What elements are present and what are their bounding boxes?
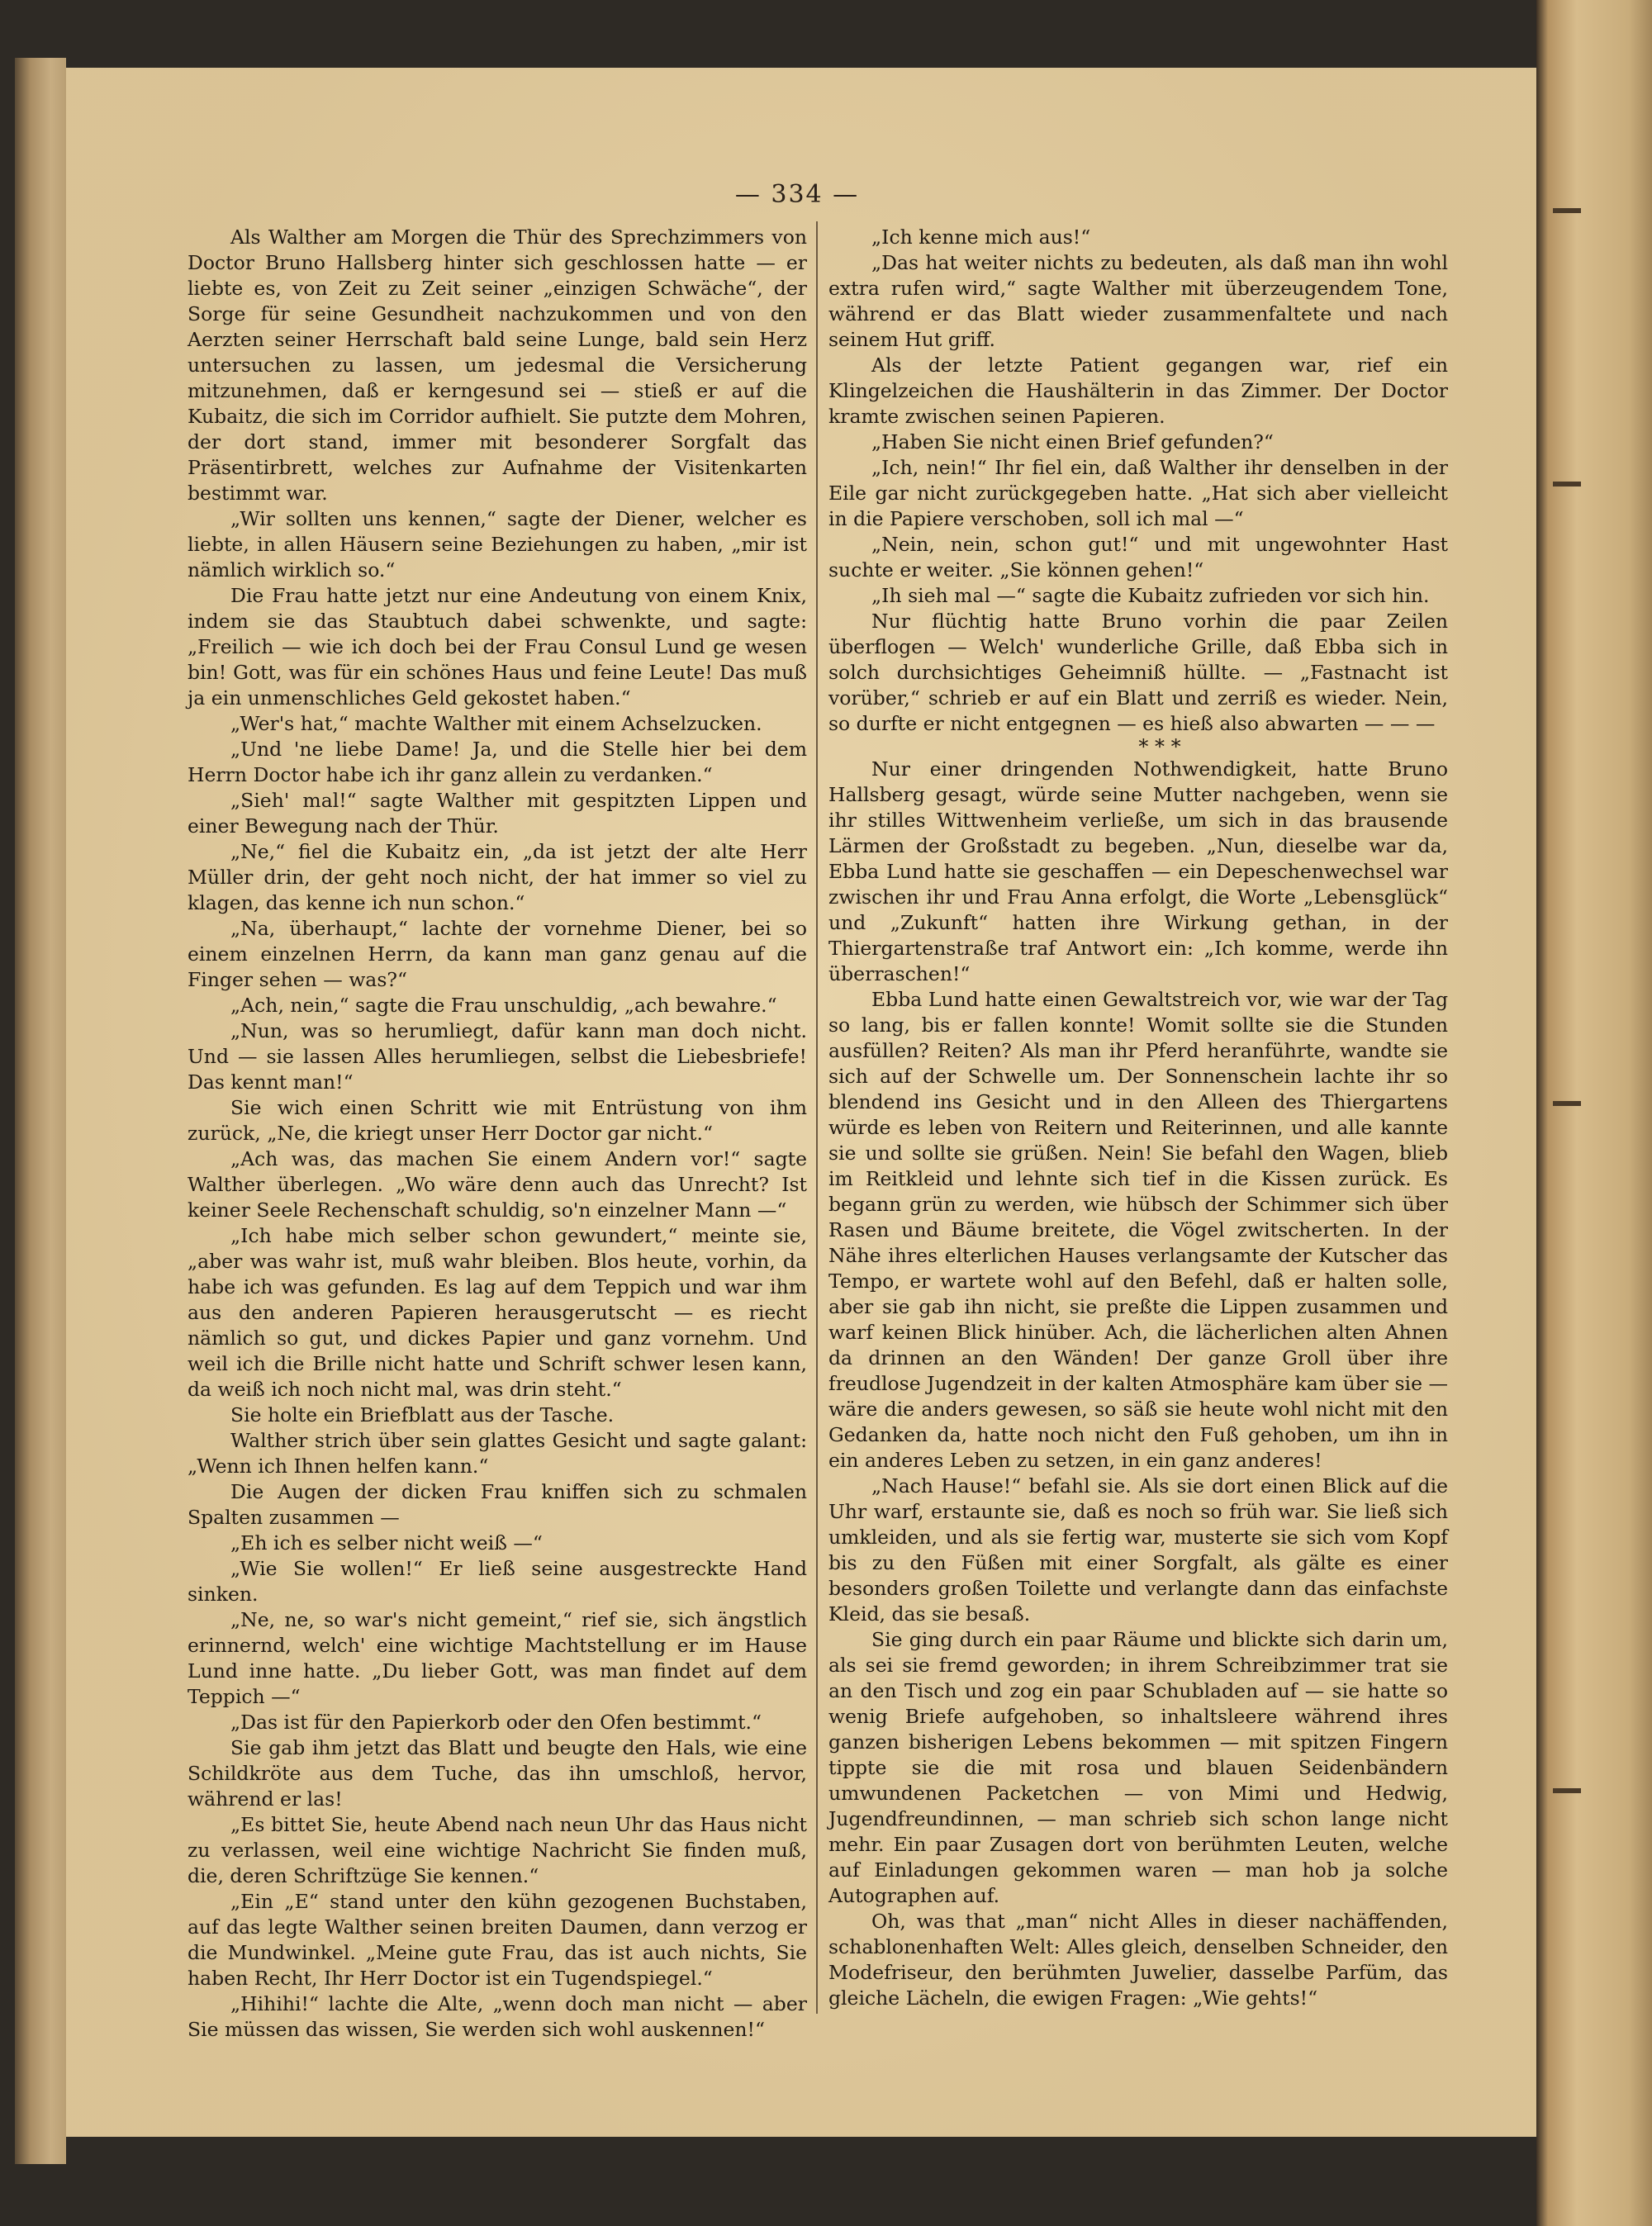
paragraph: „Ich kenne mich aus!“ — [871, 225, 1091, 249]
paragraph: Nur flüchtig hatte Bruno vorhin die paar Zeilen überflogen — Welch' wunderliche Grille, daß Ebba sich in solch durchsichtiges Geheimniß hüllte. — „Fastnacht ist vorüber,“ schrieb er auf ein Blatt und zerriß es wieder. Nein, so durfte er nicht entgegnen — es hieß also abwarten — — — — [828, 610, 1448, 735]
paragraph: „Sieh' mal!“ sagte Walther mit gespitzten Lippen und einer Bewegung nach der Thür. — [188, 789, 807, 838]
binding-tab — [1553, 1101, 1581, 1106]
paragraph: „Ein „E“ stand unter den kühn gezogenen Buchstaben, auf das legte Walther seinen breiten Daumen, dann verzog er die Mundwinkel. „Meine gute Frau, das ist auch nichts, Sie haben Recht, Ihr Herr Doctor ist ein Tugendspiegel.“ — [188, 1890, 807, 1990]
page-number: — 334 — — [734, 180, 860, 209]
binding-tab — [1553, 482, 1581, 486]
paragraph: „Ne, ne, so war's nicht gemeint,“ rief sie, sich ängstlich erinnernd, welch' eine wichtige Machtstellung er im Hause Lund inne hatte. „Du lieber Gott, was man findet auf dem Teppich —“ — [188, 1608, 807, 1708]
paragraph: „Eh ich es selber nicht weiß —“ — [230, 1531, 543, 1554]
paragraph: Sie holte ein Briefblatt aus der Tasche. — [230, 1403, 615, 1426]
paragraph: Die Frau hatte jetzt nur eine Andeutung von einem Knix, indem sie das Staubtuch dabei schwenkte, und sagte: „Freilich — wie ich doch bei der Frau Consul Lund ge wesen bin! Gott, was für ein schönes Haus und feine Leute! Das muß ja ein unmenschliches Geld gekostet haben.“ — [188, 584, 807, 710]
right-column — [828, 225, 1448, 2011]
paragraph: „Das ist für den Papierkorb oder den Ofen bestimmt.“ — [230, 1711, 762, 1734]
paragraph: „Haben Sie nicht einen Brief gefunden?“ — [871, 430, 1274, 453]
binding-tab — [1553, 208, 1581, 213]
paragraph: Als der letzte Patient gegangen war, rief ein Klingelzeichen die Haushälterin in das Zimmer. Der Doctor kramte zwischen seinen Papieren. — [828, 354, 1448, 428]
paragraph: „Wir sollten uns kennen,“ sagte der Diener, welcher es liebte, in allen Häusern seine Beziehungen zu haben, „mir ist nämlich wirklich so.“ — [188, 507, 807, 581]
paragraph: „Nach Hause!“ befahl sie. Als sie dort einen Blick auf die Uhr warf, erstaunte sie, daß es noch so früh war. Sie ließ sich umkleiden, und als sie fertig war, musterte sie sich vom Kopf bis zu den Füßen mit einer Sorgfalt, als gälte es einer besonders großen Toilette und verlangte dann das einfachste Kleid, das sie besaß. — [828, 1474, 1448, 1626]
paragraph: „Nun, was so herumliegt, dafür kann man doch nicht. Und — sie lassen Alles herumliegen, selbst die Liebesbriefe! Das kennt man!“ — [188, 1019, 807, 1094]
paragraph: „Das hat weiter nichts zu bedeuten, als daß man ihn wohl extra rufen wird,“ sagte Walther mit überzeugendem Tone, während er das Blatt wieder zusammenfaltete und nach seinem Hut griff. — [828, 251, 1448, 351]
paragraph: „Nein, nein, schon gut!“ und mit ungewohnter Hast suchte er weiter. „Sie können gehen!“ — [828, 533, 1448, 581]
paragraph: „Hihihi!“ lachte die Alte, „wenn doch man nicht — aber Sie müssen das wissen, Sie werden sich wohl auskennen!“ — [188, 1992, 807, 2041]
paragraph: Sie wich einen Schritt wie mit Entrüstung von ihm zurück, „Ne, die kriegt unser Herr Doctor gar nicht.“ — [188, 1096, 807, 1145]
paragraph: „Und 'ne liebe Dame! Ja, und die Stelle hier bei dem Herrn Doctor habe ich ihr ganz allein zu verdanken.“ — [188, 738, 807, 786]
paragraph: Oh, was that „man“ nicht Alles in dieser nachäffenden, schablonenhaften Welt: Alles gleich, denselben Schneider, den Modefriseur, den berühmten Juwelier, dasselbe Parfüm, das gleiche Lächeln, die ewigen Fragen: „Wie gehts!“ — [828, 1910, 1448, 2010]
paragraph: Ebba Lund hatte einen Gewaltstreich vor, wie war der Tag so lang, bis er fallen konnte! Womit sollte sie die Stunden ausfüllen? Reiten? Als man ihr Pferd heranführte, wandte sie sich auf der Schwelle um. Der Sonnenschein lachte ihr so blendend ins Gesicht und in den Alleen des Thiergartens würde es leben von Reitern und Reiterinnen, und alle kannte sie und sollte sie grüßen. Nein! Sie befahl den Wagen, blieb im Reitkleid und lehnte sich tief in die Kissen zurück. Es begann grün zu werden, wie hübsch der Schimmer sich über Rasen und Bäume breitete, die Vögel zwitscherten. In der Nähe ihres elterlichen Hauses verlangsamte der Kutscher das Tempo, er wartete wohl auf den Befehl, daß er halten solle, aber sie gab ihn nicht, sie preßte die Lippen zusammen und warf keinen Blick hinüber. Ach, die lächerlichen alten Ahnen da drinnen an den Wänden! Der ganze Groll über ihre freudlose Jugendzeit in der kalten Atmosphäre kam über sie — wäre die anders gewesen, so säß sie heute wohl nicht mit den Gedanken da, hatte noch nicht den Fuß gehoben, um ihn in ein anderes Leben zu setzen, in ein ganz anderes! — [828, 988, 1448, 1472]
paragraph: Die Augen der dicken Frau kniffen sich zu schmalen Spalten zusammen — — [188, 1480, 807, 1529]
paragraph: „Na, überhaupt,“ lachte der vornehme Diener, bei so einem einzelnen Herrn, da kann man ganz genau auf die Finger sehen — was?“ — [188, 917, 807, 991]
paragraph: Sie ging durch ein paar Räume und blickte sich darin um, als sei sie fremd geworden; in ihrem Schreibzimmer trat sie an den Tisch und zog ein paar Schubladen auf — sie hatte so wenig Briefe aufgehoben, so inhaltsleere während ihres ganzen bisherigen Lebens bekommen — mit spitzen Fingern tippte sie die mit rosa und blauen Seidenbändern umwundenen Packetchen — von Mimi und Hedwig, Jugendfreundinnen, — man schrieb sich schon lange nicht mehr. Ein paar Zusagen dort von berühmten Leuten, welche auf Einladungen gekommen waren — man hob ja solche Autographen auf. — [828, 1628, 1448, 1907]
paragraph: „Ich habe mich selber schon gewundert,“ meinte sie, „aber was wahr ist, muß wahr bleiben. Blos heute, vorhin, da habe ich was gefunden. Es lag auf dem Teppich und war ihm aus den anderen Papieren herausgerutscht — es riecht nämlich so gut, und dickes Papier und ganz vornehm. Und weil ich die Brille nicht hatte und Schrift schwer lesen kann, da weiß ich noch nicht mal, was drin steht.“ — [188, 1224, 807, 1401]
paragraph: „Ne,“ fiel die Kubaitz ein, „da ist jetzt der alte Herr Müller drin, der geht noch nicht, der hat immer so viel zu klagen, das kenne ich nun schon.“ — [188, 840, 807, 914]
book-spine — [1536, 0, 1652, 2226]
paragraph: „Es bittet Sie, heute Abend nach neun Uhr das Haus nicht zu verlassen, weil eine wichtige Nachricht Sie finden muß, die, deren Schriftzüge Sie kennen.“ — [188, 1813, 807, 1887]
paragraph: „Ach, nein,“ sagte die Frau unschuldig, „ach bewahre.“ — [230, 994, 777, 1017]
binding-tab — [1553, 1788, 1581, 1793]
book-page-edges — [15, 58, 66, 2164]
left-column — [188, 225, 807, 2043]
paragraph: Walther strich über sein glattes Gesicht und sagte galant: „Wenn ich Ihnen helfen kann.“ — [188, 1429, 807, 1478]
paragraph: „Ich, nein!“ Ihr fiel ein, daß Walther ihr denselben in der Eile gar nicht zurückgegeben hatte. „Hat sich aber vielleicht in die Papiere verschoben, soll ich mal —“ — [828, 456, 1448, 530]
paragraph: Sie gab ihm jetzt das Blatt und beugte den Hals, wie eine Schildkröte aus dem Tuche, das ihn umschloß, hervor, während er las! — [188, 1736, 807, 1811]
paragraph: „Ih sieh mal —“ sagte die Kubaitz zufrieden vor sich hin. — [871, 584, 1430, 607]
paragraph: „Wer's hat,“ machte Walther mit einem Achselzucken. — [230, 712, 762, 735]
paragraph: Als Walther am Morgen die Thür des Sprechzimmers von Doctor Bruno Hallsberg hinter sich geschlossen hatte — er liebte es, von Zeit zu Zeit seiner „einzigen Schwäche“, der Sorge für seine Gesundheit nachzukommen und von den Aerzten seiner Herrschaft bald seine Lunge, bald sein Herz untersuchen zu lassen, um jedesmal die Versicherung mitzunehmen, daß er kerngesund sei — stieß er auf die Kubaitz, die sich im Corridor aufhielt. Sie putzte dem Mohren, der dort stand, immer mit besonderer Sorgfalt das Präsentirbrett, welches zur Aufnahme der Visitenkarten bestimmt war. — [188, 225, 807, 505]
column-divider — [816, 221, 818, 2014]
paragraph: „Wie Sie wollen!“ Er ließ seine ausgestreckte Hand sinken. — [188, 1557, 807, 1606]
paragraph: Nur einer dringenden Nothwendigkeit, hatte Bruno Hallsberg gesagt, würde seine Mutter nachgeben, wenn sie ihr stilles Wittwenheim verließe, um sich in das brausende Lärmen der Großstadt zu begeben. „Nun, dieselbe war da, Ebba Lund hatte sie geschaffen — ein Depeschenwechsel war zwischen ihr und Frau Anna erfolgt, die Worte „Lebensglück“ und „Zukunft“ hatten ihre Wirkung gethan, in der Thiergartenstraße traf Antwort ein: „Ich komme, werde ihn überraschen!“ — [828, 757, 1448, 985]
section-break: * * * — [1138, 735, 1181, 758]
paragraph: „Ach was, das machen Sie einem Andern vor!“ sagte Walther überlegen. „Wo wäre denn auch das Unrecht? Ist keiner Seele Rechenschaft schuldig, so'n einzelner Mann —“ — [188, 1147, 807, 1222]
